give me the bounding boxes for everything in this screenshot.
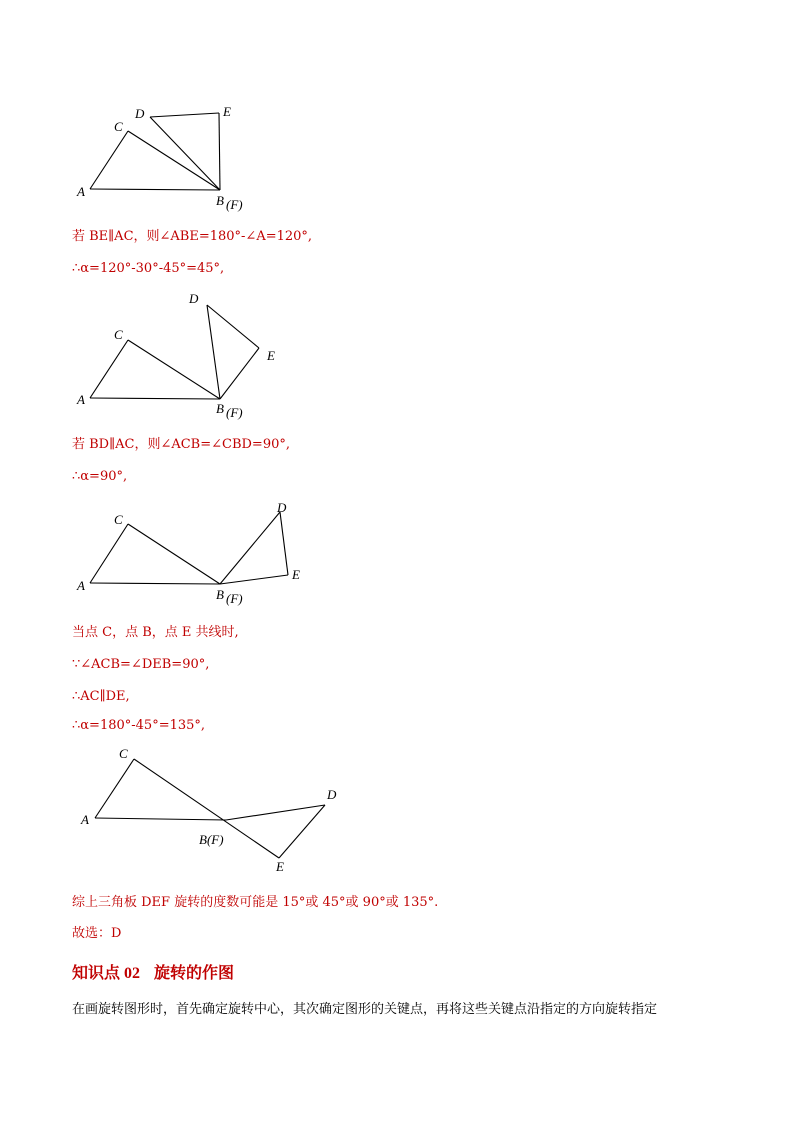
label-A: A — [81, 812, 89, 827]
section-title: 旋转的作图 — [154, 963, 235, 982]
line-bd-parallel: 若 BD∥AC，则∠ACB=∠CBD=90°, — [72, 437, 291, 452]
line-right-angles: ∵∠ACB=∠DEB=90°, — [72, 657, 210, 672]
line-alpha-45: ∴α=120°-30°-45°=45°, — [72, 261, 225, 276]
seg-AB — [95, 818, 226, 820]
line-be-parallel: 若 BE∥AC，则∠ABE=180°-∠A=120°, — [72, 229, 313, 244]
label-E: E — [276, 859, 284, 874]
label-C: C — [114, 327, 123, 342]
label-B: B — [216, 587, 224, 602]
label-BF: B(F) — [199, 832, 224, 847]
label-D: D — [277, 500, 287, 515]
line-alpha-90: ∴α=90°, — [72, 469, 128, 484]
label-F: (F) — [226, 405, 243, 420]
line-alpha-135: ∴α=180°-45°=135°, — [72, 718, 206, 733]
label-F: (F) — [226, 591, 243, 606]
section-number: 知识点 02 — [72, 965, 141, 982]
label-F: (F) — [226, 197, 243, 212]
label-B: B — [216, 401, 224, 416]
seg-BD — [226, 805, 325, 820]
label-D: D — [189, 291, 199, 306]
label-C: C — [114, 119, 123, 134]
line-ac-parallel-de: ∴AC∥DE, — [72, 689, 130, 704]
label-C: C — [114, 512, 123, 527]
label-A: A — [77, 392, 85, 407]
label-A: A — [77, 184, 85, 199]
label-D: D — [135, 106, 145, 121]
label-E: E — [223, 104, 231, 119]
line-answer: 故选：D — [72, 926, 122, 941]
label-D: D — [327, 787, 337, 802]
section-heading — [72, 960, 234, 983]
seg-AC — [95, 759, 134, 818]
label-C: C — [119, 746, 128, 761]
label-B: B — [216, 193, 224, 208]
body-paragraph: 在画旋转图形时，首先确定旋转中心，其次确定图形的关键点，再将这些关键点沿指定的方向旋转指定 — [72, 1002, 658, 1017]
seg-DE — [279, 805, 325, 858]
line-collinear: 当点 C，点 B，点 E 共线时, — [72, 625, 239, 640]
label-E: E — [267, 348, 275, 363]
label-E: E — [292, 567, 300, 582]
line-conclusion: 综上三角板 DEF 旋转的度数可能是 15°或 45°或 90°或 135°. — [72, 895, 439, 910]
label-A: A — [77, 578, 85, 593]
